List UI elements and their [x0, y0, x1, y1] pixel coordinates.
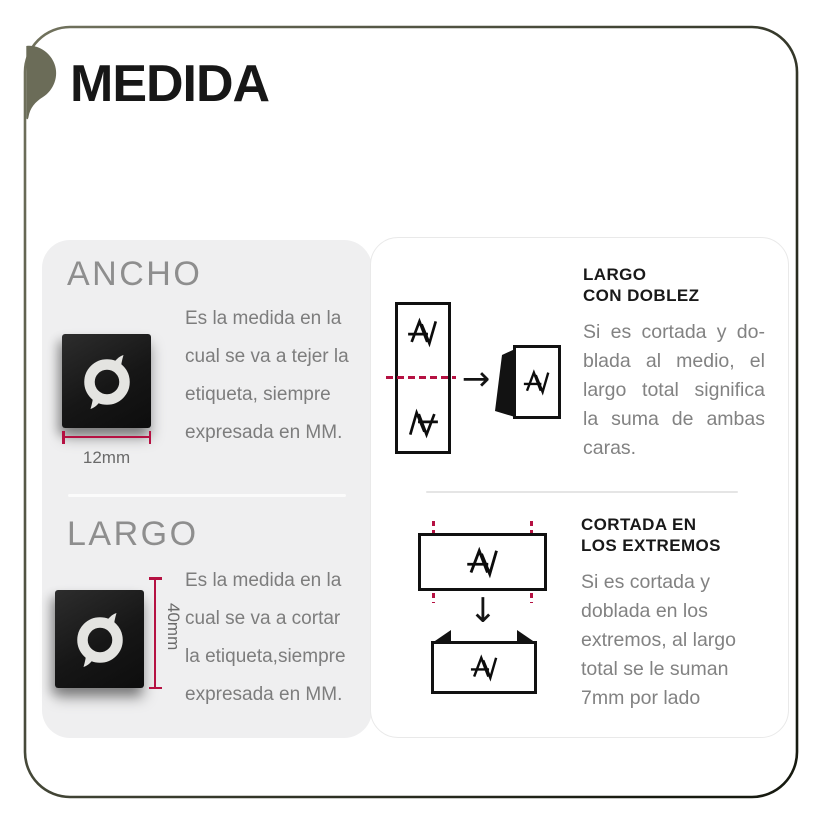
- folded-ends-label-diagram: [429, 628, 539, 696]
- av-monogram-icon-flipped: [406, 407, 440, 441]
- largo-description: [185, 562, 346, 714]
- largo-desc-line: cual se va a cortar: [185, 608, 341, 629]
- extremos-heading: [581, 514, 721, 556]
- largo-desc-line: la etiqueta,siempre: [185, 646, 346, 667]
- ancho-heading: ANCHO: [67, 255, 203, 293]
- largo-heading: LARGO: [67, 515, 199, 553]
- doblez-desc-line: caras.: [583, 437, 637, 459]
- measure-tick: [149, 577, 162, 580]
- ancho-desc-line: etiqueta, siempre: [185, 384, 331, 405]
- extremos-desc-line: doblada en los: [581, 600, 708, 622]
- extremos-heading-line: LOS EXTREMOS: [581, 536, 721, 555]
- av-monogram-icon: [465, 544, 501, 580]
- doblez-desc-line: la suma de ambas: [583, 408, 765, 430]
- doblez-heading: [583, 264, 699, 306]
- extremos-description: [581, 568, 771, 713]
- av-monogram-icon: [406, 315, 440, 349]
- extremos-desc-line: Si es cortada y: [581, 571, 710, 593]
- arrow-down-icon: ↓: [468, 591, 498, 631]
- ancho-desc-line: expresada en MM.: [185, 422, 343, 443]
- measure-tick: [149, 431, 152, 444]
- doblez-desc-line: Si es cortada y do-: [583, 321, 765, 343]
- doblez-heading-line: CON DOBLEZ: [583, 286, 700, 305]
- ancho-description: [185, 300, 349, 452]
- extremos-desc-line: total se le suman: [581, 658, 729, 680]
- largo-desc-line: Es la medida en la: [185, 570, 342, 591]
- corner-leaf-icon: [26, 46, 56, 119]
- card-divider: [426, 491, 738, 493]
- measure-tick: [62, 431, 65, 444]
- panel-divider: [68, 494, 346, 497]
- doblez-heading-line: LARGO: [583, 265, 647, 284]
- ancho-desc-line: cual se va a tejer la: [185, 346, 349, 367]
- ancho-desc-line: Es la medida en la: [185, 308, 342, 329]
- width-measure-label: 12mm: [82, 448, 131, 467]
- fold-line-dashed: [386, 376, 456, 379]
- arrow-right-icon: →: [461, 359, 491, 399]
- measure-tick: [149, 687, 162, 690]
- extremos-desc-line: 7mm por lado: [581, 687, 701, 709]
- length-measure-label: 40mm: [164, 603, 183, 651]
- doblez-description: [583, 318, 765, 463]
- flat-label-ends-diagram: [418, 533, 547, 591]
- woven-label-photo-ancho: [62, 334, 151, 428]
- extremos-desc-line: extremos, al largo: [581, 629, 736, 651]
- length-measure-line: [154, 577, 156, 689]
- woven-label-photo-largo: [55, 590, 144, 688]
- extremos-heading-line: CORTADA EN: [581, 515, 697, 534]
- folding-card: [370, 237, 789, 738]
- brand-ring-icon: [68, 607, 132, 671]
- width-measure-line: [62, 436, 151, 438]
- folded-label-diagram: [493, 341, 563, 421]
- largo-desc-line: expresada en MM.: [185, 684, 343, 705]
- doblez-desc-line: largo total significa: [583, 379, 765, 401]
- doblez-desc-line: blada al medio, el: [583, 350, 765, 372]
- definitions-panel: [42, 240, 372, 738]
- brand-ring-icon: [75, 349, 139, 413]
- page-title: MEDIDA: [70, 55, 270, 113]
